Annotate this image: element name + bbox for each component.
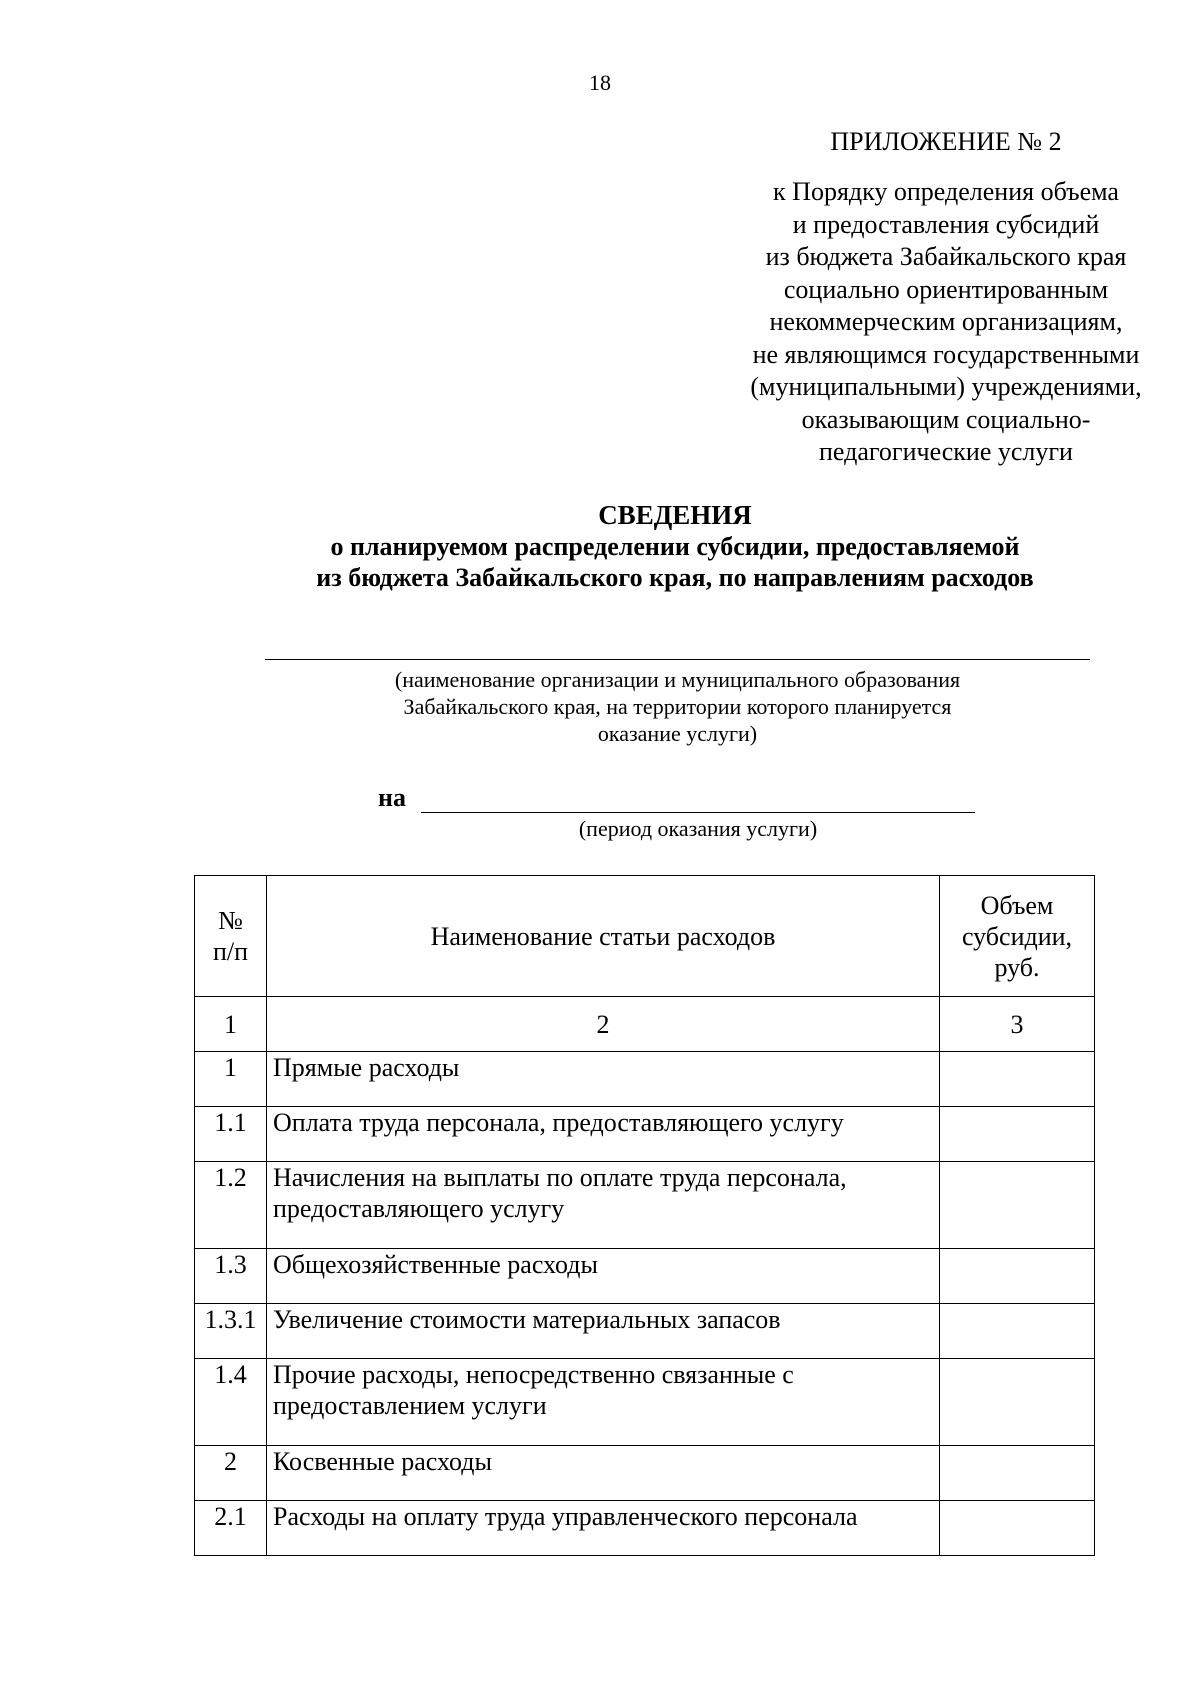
header-expense-name: Наименование статьи расходов (267, 876, 940, 997)
expenses-table (194, 875, 1095, 1556)
appendix-line: педагогические услуги (819, 437, 1073, 466)
header-amount-line: руб. (994, 952, 1040, 982)
table-header-row (195, 876, 1095, 997)
organization-caption (265, 666, 1090, 747)
table-index-row (195, 997, 1095, 1052)
appendix-line: (муниципальными) учреждениями, (750, 372, 1142, 401)
row-expense-name-line: Увеличение стоимости материальных запасов (273, 1305, 781, 1334)
organization-fill-line (265, 659, 1090, 660)
row-expense-name (267, 1359, 940, 1446)
appendix-line: некоммерческим организациям, (769, 307, 1123, 336)
row-number: 2.1 (195, 1501, 267, 1556)
row-amount[interactable] (940, 1446, 1095, 1501)
row-amount[interactable] (940, 1359, 1095, 1446)
document-heading (0, 500, 1200, 593)
row-expense-name-line: предоставляющего услугу (273, 1194, 565, 1223)
row-expense-name-line: Косвенные расходы (273, 1447, 492, 1476)
row-number: 1.1 (195, 1107, 267, 1162)
index-cell: 1 (195, 997, 267, 1052)
row-expense-name (267, 1446, 940, 1501)
table-row (195, 1162, 1095, 1249)
heading-subtitle-line: о планируемом распределении субсидии, предоставляемой (330, 532, 1020, 561)
row-expense-name (267, 1107, 940, 1162)
row-expense-name (267, 1304, 940, 1359)
row-number: 1.3 (195, 1249, 267, 1304)
row-amount[interactable] (940, 1304, 1095, 1359)
header-number-line: п/п (212, 937, 249, 966)
row-expense-name (267, 1052, 940, 1107)
row-expense-name-line: предоставлением услуги (273, 1391, 547, 1420)
row-expense-name-line: Прямые расходы (273, 1053, 460, 1082)
row-expense-name-line: Начисления на выплаты по оплате труда персонала, (273, 1163, 847, 1192)
row-number: 1.4 (195, 1359, 267, 1446)
header-number (195, 876, 267, 997)
row-amount[interactable] (940, 1501, 1095, 1556)
period-caption: (период оказания услуги) (578, 816, 818, 841)
row-number: 1 (195, 1052, 267, 1107)
index-cell: 2 (267, 997, 940, 1052)
table-row (195, 1249, 1095, 1304)
row-amount[interactable] (940, 1249, 1095, 1304)
appendix-line: социально ориентированным (783, 274, 1109, 304)
row-expense-name-line: Оплата труда персонала, предоставляющего услугу (273, 1108, 844, 1137)
appendix-line: к Порядку определения объема (773, 177, 1119, 206)
appendix-line: оказывающим социально- (801, 404, 1091, 434)
row-amount[interactable] (940, 1052, 1095, 1107)
row-number: 1.2 (195, 1162, 267, 1249)
appendix-title: ПРИЛОЖЕНИЕ № 2 (830, 127, 1062, 156)
appendix-line: не являющимся государственными (752, 339, 1140, 369)
page-number: 18 (589, 70, 611, 95)
row-expense-name (267, 1162, 940, 1249)
row-number: 1.3.1 (195, 1304, 267, 1359)
organization-caption-line: Забайкальского края, на территории которого планируется (403, 694, 952, 719)
row-expense-name (267, 1501, 940, 1556)
row-amount[interactable] (940, 1162, 1095, 1249)
table-row (195, 1304, 1095, 1359)
header-amount-line: субсидии, (961, 921, 1073, 951)
appendix-line: из бюджета Забайкальского края (765, 242, 1127, 271)
appendix-line: и предоставления субсидий (792, 209, 1100, 239)
table-row (195, 1107, 1095, 1162)
row-expense-name-line: Прочие расходы, непосредственно связанные с (273, 1360, 794, 1389)
period-fill-line (421, 812, 975, 813)
row-expense-name-line: Расходы на оплату труда управленческого персонала (273, 1502, 858, 1531)
row-amount[interactable] (940, 1107, 1095, 1162)
organization-caption-line: оказание услуги) (597, 721, 758, 746)
header-amount (940, 876, 1095, 997)
period-label: на (378, 783, 406, 812)
table-row (195, 1501, 1095, 1556)
heading-title: СВЕДЕНИЯ (598, 500, 752, 530)
appendix-reference (686, 176, 1200, 469)
heading-subtitle-line: из бюджета Забайкальского края, по направлениям расходов (316, 563, 1034, 592)
table-row (195, 1359, 1095, 1446)
header-number-line: № (218, 906, 243, 935)
row-expense-name (267, 1249, 940, 1304)
header-amount-line: Объем (980, 890, 1054, 920)
table-row (195, 1052, 1095, 1107)
organization-caption-line: (наименование организации и муниципального образования (394, 667, 961, 692)
table-row (195, 1446, 1095, 1501)
row-number: 2 (195, 1446, 267, 1501)
index-cell: 3 (940, 997, 1095, 1052)
row-expense-name-line: Общехозяйственные расходы (273, 1250, 598, 1279)
